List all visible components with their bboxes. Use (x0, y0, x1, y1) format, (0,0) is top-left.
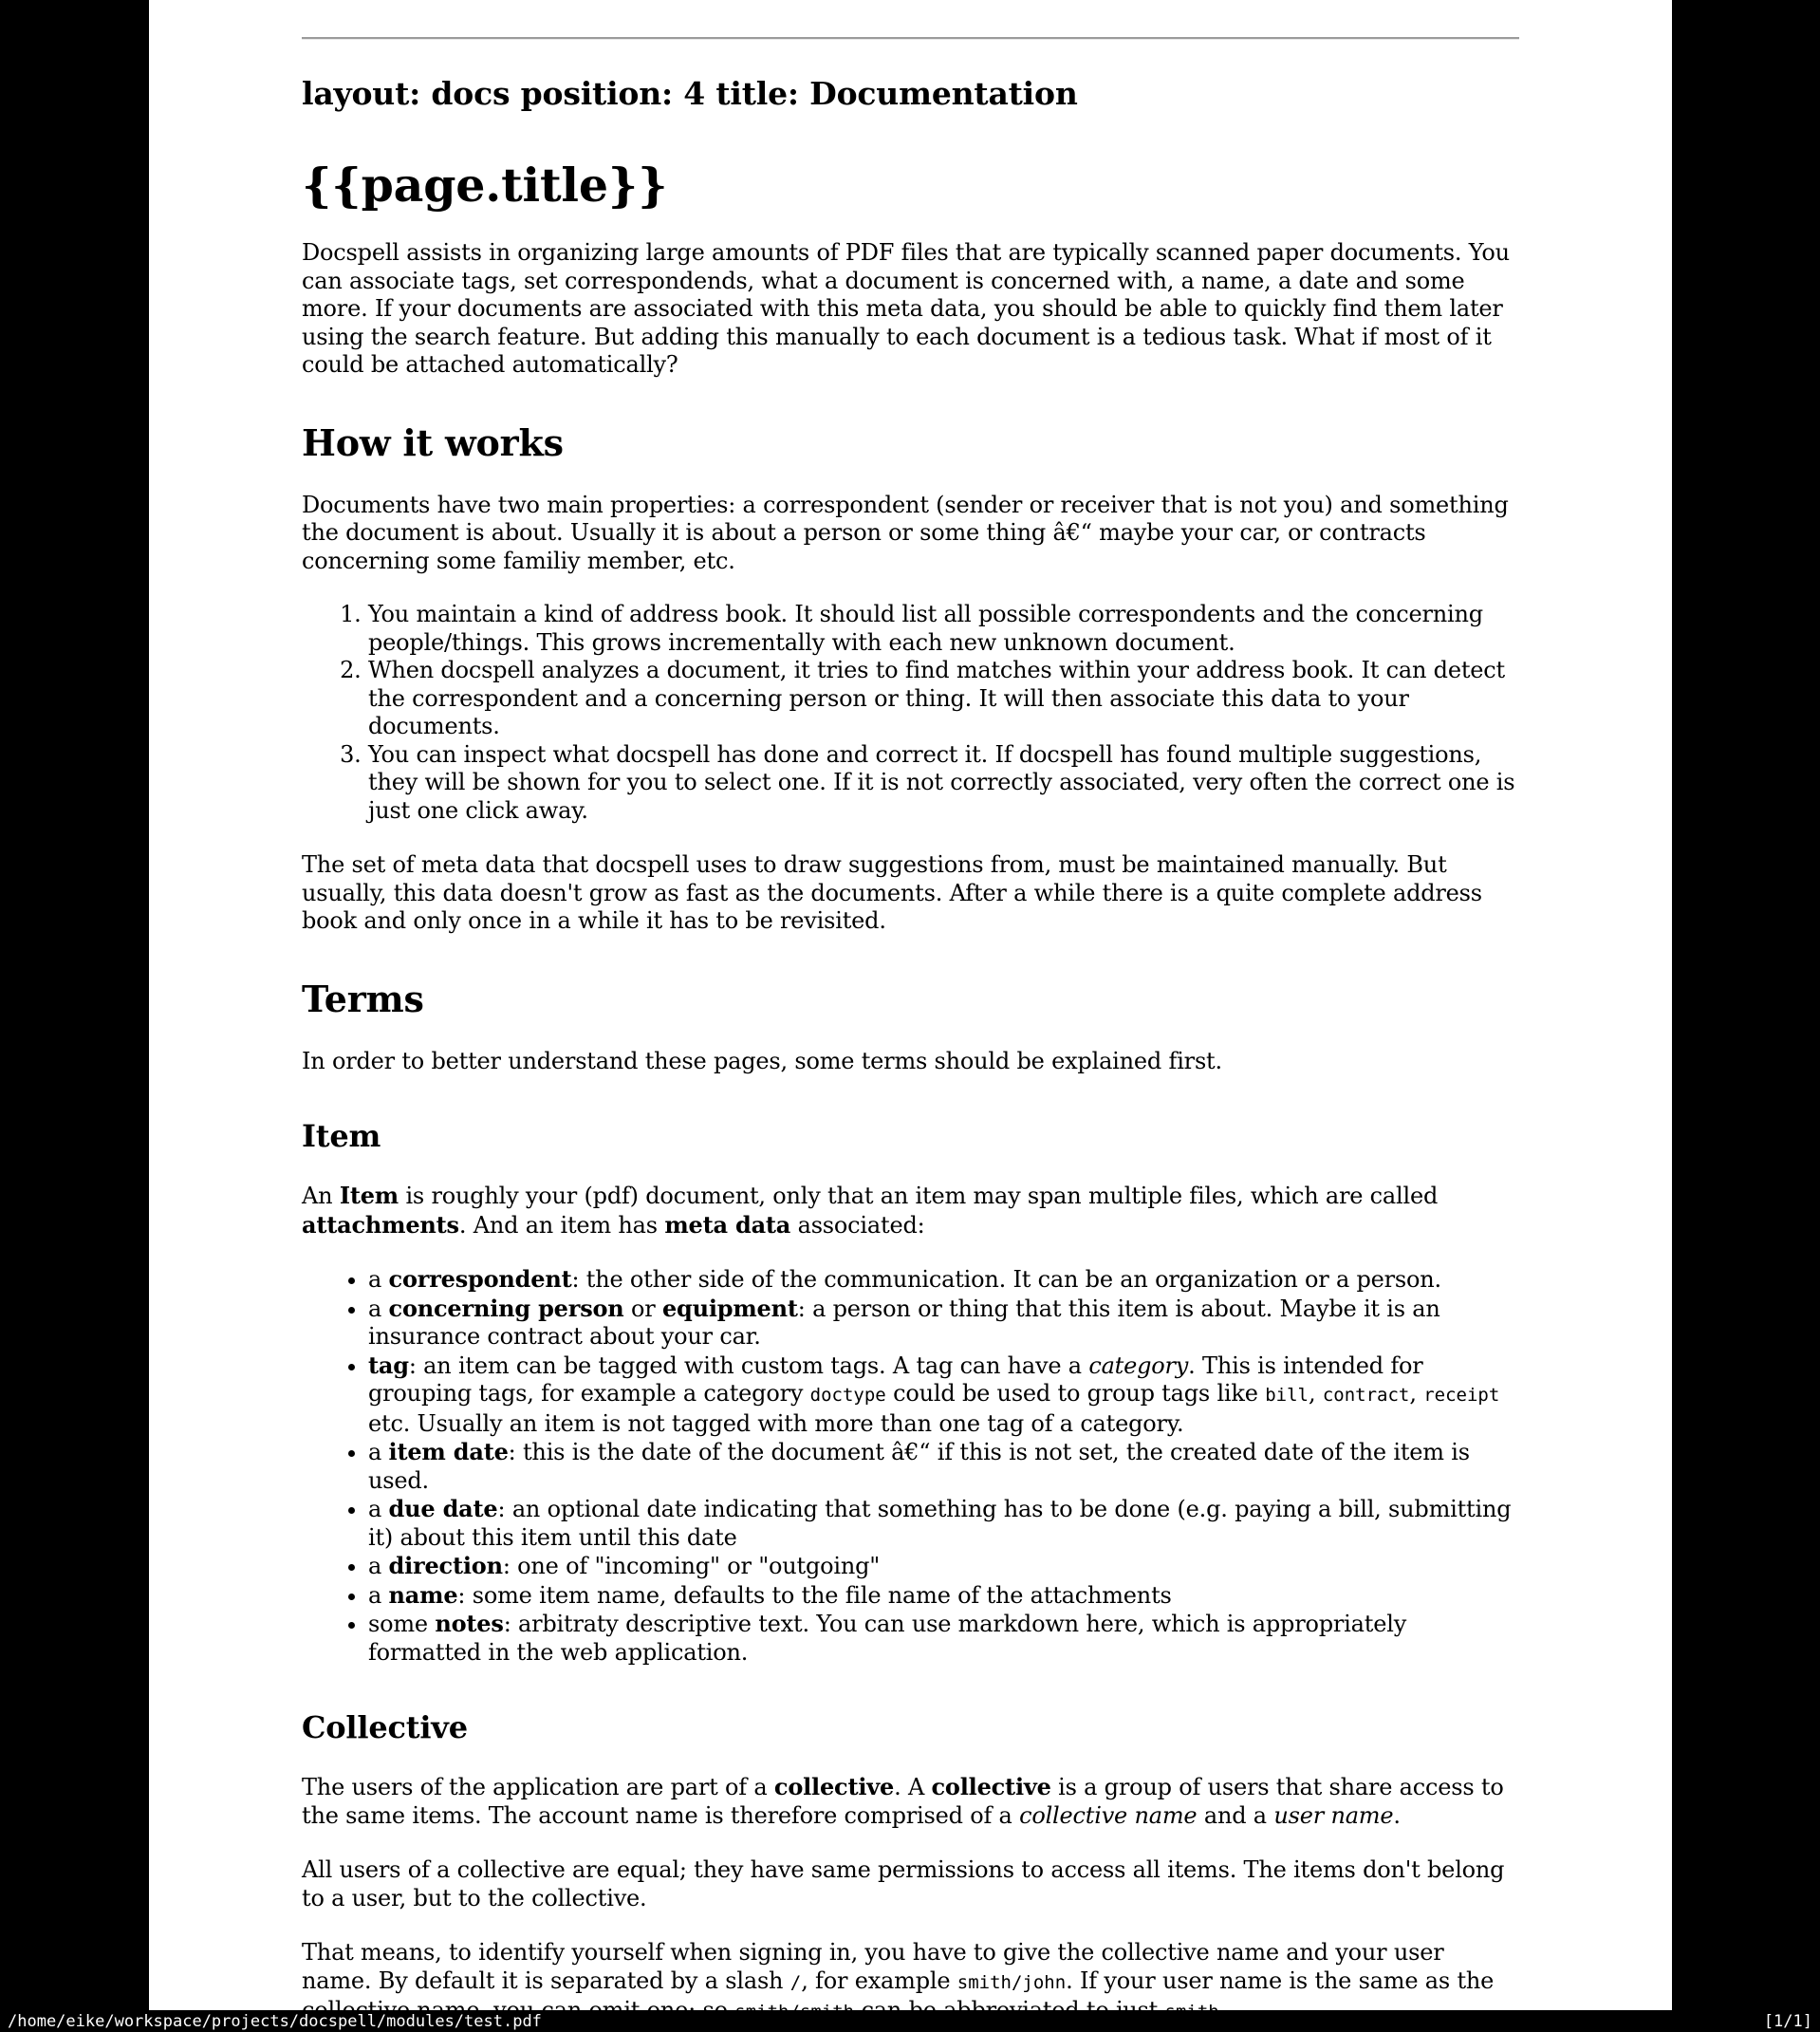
list-item: 2. When docspell analyzes a document, it tries to find matches within your address book. It can detect the correspondent and a concerning person or thing. It will then associate this data to your documents. (368, 657, 1519, 741)
document-content (302, 37, 1519, 2027)
collective-heading: Collective (302, 1709, 468, 1745)
how-it-works-intro: Documents have two main properties: a correspondent (sender or receiver that is not you) and something the document is about. Usually it is about a person or some thing â€“ maybe your car, or contracts concerning some familiy member, etc. (302, 491, 1509, 574)
list-item: • a due date: an optional date indicating that something has to be done (e.g. paying a bill, submitting it) about this item until this date (368, 1495, 1519, 1552)
how-it-works-outro: The set of meta data that docspell uses to draw suggestions from, must be maintained manually. But usually, this data doesn't grow as fast as the documents. After a while there is a quite complete address book and only once in a while it has to be revisited. (302, 851, 1482, 934)
intro-paragraph: Docspell assists in organizing large amounts of PDF files that are typically scanned paper documents. You can associate tags, set correspondends, what a document is concerned with, a name, a date and some more. If your documents are associated with this meta data, you should be able to quickly find them later using the search feature. But adding this manually to each document is a tedious task. What if most of it could be attached automatically? (302, 239, 1510, 378)
how-it-works-steps (302, 601, 1519, 825)
list-item: • a correspondent: the other side of the communication. It can be an organization or a person. (368, 1265, 1519, 1295)
statusbar-file-path: /home/eike/workspace/projects/docspell/modules/test.pdf (8, 2011, 542, 2031)
statusbar (0, 2010, 1820, 2032)
list-item: • a item date: this is the date of the document â€“ if this is not set, the created date of the item is used. (368, 1438, 1519, 1495)
collective-paragraph-3: That means, to identify yourself when signing in, you have to give the collective name and your user name. By default it is separated by a slash /, for example smith/john. If your user name is the same as the (302, 1939, 1495, 1994)
list-item: • a name: some item name, defaults to the file name of the attachments (368, 1581, 1519, 1611)
item-intro: An Item is roughly your (pdf) document, only that an item may span multiple files, which are called attachments. And an item has meta data associated: (302, 1182, 1439, 1239)
list-item: • a concerning person or equipment: a person or thing that this item is about. Maybe it is an insurance contract about your car. (368, 1295, 1519, 1352)
list-item: • tag: an item can be tagged with custom tags. A tag can have a category. This is intended for grouping tags, for example a category doctype could be used to group tags like bill, contract, receipt etc. Usually an item is not tagged with more than one tag of a category. (368, 1352, 1519, 1439)
frontmatter-rule (302, 37, 1519, 40)
collective-paragraph-2: All users of a collective are equal; they have same permissions to access all items. The items don't belong to a user, but to the collective. (302, 1856, 1505, 1911)
list-item: • a direction: one of "incoming" or "outgoing" (368, 1552, 1519, 1581)
item-meta-list (302, 1265, 1519, 1667)
page-title: {{page.title}} (302, 158, 668, 213)
how-it-works-heading: How it works (302, 420, 564, 464)
frontmatter-heading: layout: docs position: 4 title: Documentation (302, 75, 1078, 112)
item-heading: Item (302, 1118, 381, 1154)
list-item: 3. You can inspect what docspell has done and correct it. If docspell has found multiple suggestions, they will be shown for you to select one. If it is not correctly associated, very often the correct one is just one click away. (368, 741, 1519, 826)
collective-paragraph-1: The users of the application are part of a collective. A collective is a group of users that share access to the same items. The account name is therefore comprised of a collective name and a user name. (302, 1773, 1504, 1829)
terms-intro: In order to better understand these pages, some terms should be explained first. (302, 1047, 1222, 1074)
list-item: 1. You maintain a kind of address book. It should list all possible correspondents and the concerning people/things. This grows incrementally with each new unknown document. (368, 601, 1519, 657)
statusbar-page-indicator: [1/1] (1763, 2011, 1812, 2031)
list-item: • some notes: arbitraty descriptive text. You can use markdown here, which is appropriately formatted in the web application. (368, 1610, 1519, 1667)
pdf-page[interactable] (149, 0, 1672, 2010)
terms-heading: Terms (302, 977, 424, 1020)
